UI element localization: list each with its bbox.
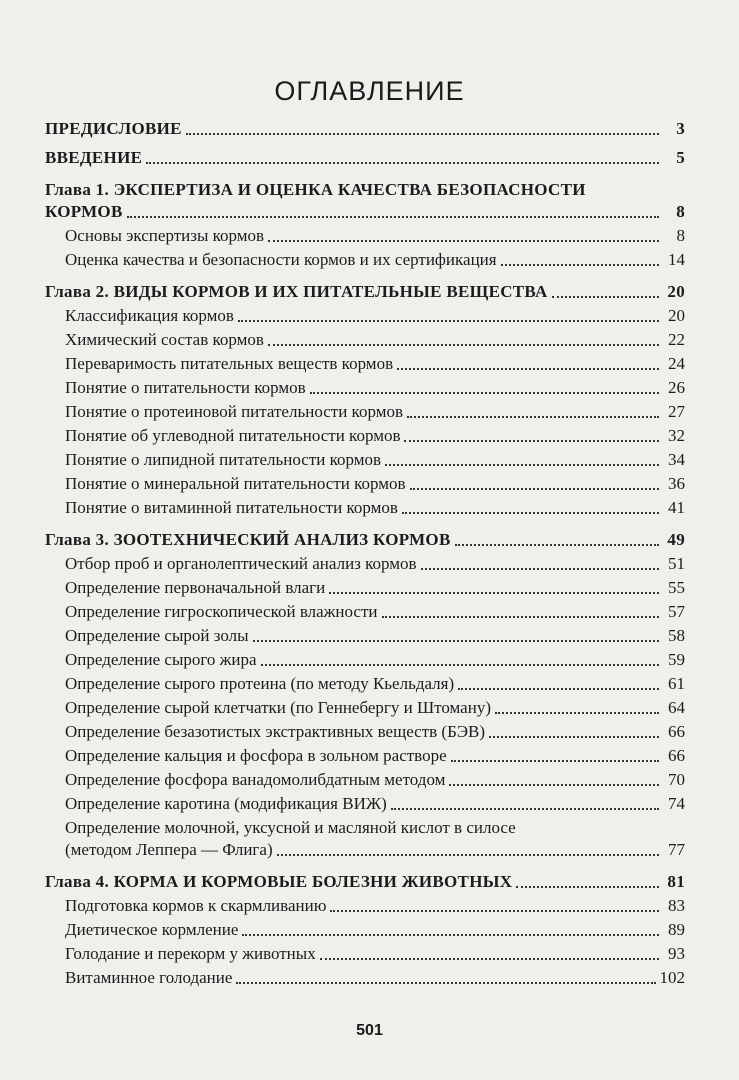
entry-page: 89 — [668, 920, 685, 939]
toc-entry-section[interactable] — [45, 649, 685, 671]
toc-entry-chapter-2[interactable] — [45, 281, 685, 303]
entry-title: Понятие о питательности кормов — [65, 378, 306, 397]
dot-leader — [421, 568, 659, 570]
entry-title: Отбор проб и органолептический анализ кормов — [65, 554, 417, 573]
toc-entry-section[interactable] — [45, 745, 685, 767]
entry-title: Определение безазотистых экстрактивных веществ (БЭВ) — [65, 722, 486, 741]
entry-title: Понятие о липидной питательности кормов — [65, 450, 382, 469]
dot-leader — [489, 736, 659, 738]
toc-entry-section[interactable] — [45, 353, 685, 375]
entry-page: 57 — [668, 602, 685, 621]
toc-entry-section[interactable] — [45, 329, 685, 351]
toc-entry-section[interactable] — [45, 473, 685, 495]
entry-title: Основы экспертизы кормов — [65, 226, 265, 245]
entry-title-line-1: Определение молочной, уксусной и масляной кислот в силосе — [65, 818, 516, 837]
entry-title: Голодание и перекорм у животных — [65, 944, 316, 963]
entry-title: Определение фосфора ванадомолибдатным методом — [65, 770, 446, 789]
entry-page: 49 — [667, 530, 685, 549]
toc-entry-section[interactable] — [45, 817, 685, 861]
entry-page: 24 — [668, 354, 685, 373]
entry-page: 59 — [668, 650, 685, 669]
entry-title: Определение сырой золы — [65, 626, 249, 645]
dot-leader — [320, 958, 659, 960]
toc-entry-chapter-3[interactable] — [45, 529, 685, 551]
entry-title: Понятие о минеральной питательности кормов — [65, 474, 406, 493]
entry-page: 70 — [668, 770, 685, 789]
entry-title: Определение гигроскопической влажности — [65, 602, 378, 621]
toc-entry-section[interactable] — [45, 305, 685, 327]
entry-page: 8 — [676, 226, 685, 245]
entry-title: Глава 2. ВИДЫ КОРМОВ И ИХ ПИТАТЕЛЬНЫЕ ВЕЩЕСТВА — [45, 282, 548, 301]
toc-entry-chapter-4[interactable] — [45, 871, 685, 893]
dot-leader — [385, 464, 659, 466]
entry-title: Классификация кормов — [65, 306, 234, 325]
dot-leader — [238, 320, 659, 322]
entry-page: 64 — [668, 698, 685, 717]
dot-leader — [382, 616, 660, 618]
dot-leader — [310, 392, 659, 394]
toc-entry-preface[interactable] — [45, 118, 685, 140]
toc-entry-section[interactable] — [45, 497, 685, 519]
entry-page: 61 — [668, 674, 685, 693]
dot-leader — [268, 240, 659, 242]
entry-page: 27 — [668, 402, 685, 421]
dot-leader — [242, 934, 659, 936]
dot-leader — [127, 216, 659, 218]
entry-page: 102 — [659, 968, 685, 987]
entry-title: Определение каротина (модификация ВИЖ) — [65, 794, 387, 813]
entry-page: 58 — [668, 626, 685, 645]
entry-page: 5 — [676, 148, 685, 167]
entry-page: 81 — [667, 872, 685, 891]
entry-page: 34 — [668, 450, 685, 469]
toc-entry-section[interactable] — [45, 553, 685, 575]
entry-page: 36 — [668, 474, 685, 493]
dot-leader — [407, 416, 659, 418]
dot-leader — [449, 784, 659, 786]
entry-page: 74 — [668, 794, 685, 813]
entry-title: Определение сырой клетчатки (по Геннебергу и Штоману) — [65, 698, 491, 717]
toc-entry-introduction[interactable] — [45, 147, 685, 169]
toc-entry-section[interactable] — [45, 625, 685, 647]
dot-leader — [253, 640, 659, 642]
toc-entry-section[interactable] — [45, 697, 685, 719]
entry-title: Определение сырого протеина (по методу Кьельдаля) — [65, 674, 455, 693]
dot-leader — [458, 688, 659, 690]
toc-entry-section[interactable] — [45, 377, 685, 399]
entry-page: 20 — [667, 282, 685, 301]
entry-title: Витаминное голодание — [65, 968, 233, 987]
entry-page: 51 — [668, 554, 685, 573]
dot-leader — [516, 886, 659, 888]
toc-entry-chapter-1[interactable] — [45, 179, 685, 223]
entry-title: Определение первоначальной влаги — [65, 578, 326, 597]
entry-page: 32 — [668, 426, 685, 445]
table-of-contents — [45, 118, 685, 991]
toc-entry-section[interactable] — [45, 943, 685, 965]
entry-title: ВВЕДЕНИЕ — [45, 148, 143, 167]
entry-page: 8 — [676, 202, 685, 221]
toc-entry-section[interactable] — [45, 249, 685, 271]
toc-entry-section[interactable] — [45, 577, 685, 599]
entry-page: 41 — [668, 498, 685, 517]
entry-page: 26 — [668, 378, 685, 397]
entry-title: Понятие об углеводной питательности кормов — [65, 426, 401, 445]
toc-entry-section[interactable] — [45, 793, 685, 815]
dot-leader — [236, 982, 655, 984]
dot-leader — [268, 344, 659, 346]
entry-page: 14 — [668, 250, 685, 269]
entry-title-line-1: Глава 1. ЭКСПЕРТИЗА И ОЦЕНКА КАЧЕСТВА БЕЗОПАСНОСТИ — [45, 180, 586, 199]
entry-page: 3 — [676, 119, 685, 138]
toc-entry-section[interactable] — [45, 425, 685, 447]
entry-title-line-2: (методом Леппера — Флига) — [65, 840, 273, 859]
toc-entry-section[interactable] — [45, 225, 685, 247]
entry-title: Глава 4. КОРМА И КОРМОВЫЕ БОЛЕЗНИ ЖИВОТНЫХ — [45, 872, 513, 891]
dot-leader — [146, 162, 659, 164]
entry-title: ПРЕДИСЛОВИЕ — [45, 119, 182, 138]
entry-page: 77 — [668, 840, 685, 859]
dot-leader — [455, 544, 659, 546]
entry-title: Диетическое кормление — [65, 920, 239, 939]
entry-page: 93 — [668, 944, 685, 963]
entry-title-line-2: КОРМОВ — [45, 202, 123, 221]
toc-entry-section[interactable] — [45, 601, 685, 623]
entry-title: Переваримость питательных веществ кормов — [65, 354, 394, 373]
dot-leader — [329, 592, 659, 594]
entry-page: 55 — [668, 578, 685, 597]
dot-leader — [552, 296, 659, 298]
toc-entry-section[interactable] — [45, 919, 685, 941]
entry-page: 66 — [668, 722, 685, 741]
toc-entry-section[interactable] — [45, 721, 685, 743]
dot-leader — [186, 133, 659, 135]
dot-leader — [391, 808, 659, 810]
dot-leader — [330, 910, 659, 912]
entry-title: Подготовка кормов к скармливанию — [65, 896, 327, 915]
entry-title: Определение сырого жира — [65, 650, 257, 669]
toc-entry-section[interactable] — [45, 673, 685, 695]
dot-leader — [277, 854, 659, 856]
entry-title: Глава 3. ЗООТЕХНИЧЕСКИЙ АНАЛИЗ КОРМОВ — [45, 530, 451, 549]
entry-page: 20 — [668, 306, 685, 325]
toc-title: ОГЛАВЛЕНИЕ — [274, 76, 465, 106]
toc-entry-section[interactable] — [45, 769, 685, 791]
dot-leader — [495, 712, 659, 714]
dot-leader — [410, 488, 659, 490]
dot-leader — [451, 760, 659, 762]
page-number: 501 — [356, 1022, 383, 1039]
dot-leader — [501, 264, 659, 266]
entry-page: 66 — [668, 746, 685, 765]
toc-entry-section[interactable] — [45, 449, 685, 471]
dot-leader — [404, 440, 659, 442]
entry-title: Понятие о протеиновой питательности кормов — [65, 402, 403, 421]
entry-title: Понятие о витаминной питательности кормов — [65, 498, 398, 517]
entry-title: Химический состав кормов — [65, 330, 264, 349]
dot-leader — [402, 512, 659, 514]
dot-leader — [261, 664, 659, 666]
dot-leader — [397, 368, 659, 370]
toc-entry-section[interactable] — [45, 967, 685, 989]
toc-entry-section[interactable] — [45, 401, 685, 423]
entry-title: Оценка качества и безопасности кормов и их сертификация — [65, 250, 497, 269]
entry-page: 22 — [668, 330, 685, 349]
entry-page: 83 — [668, 896, 685, 915]
entry-title: Определение кальция и фосфора в зольном растворе — [65, 746, 447, 765]
toc-entry-section[interactable] — [45, 895, 685, 917]
